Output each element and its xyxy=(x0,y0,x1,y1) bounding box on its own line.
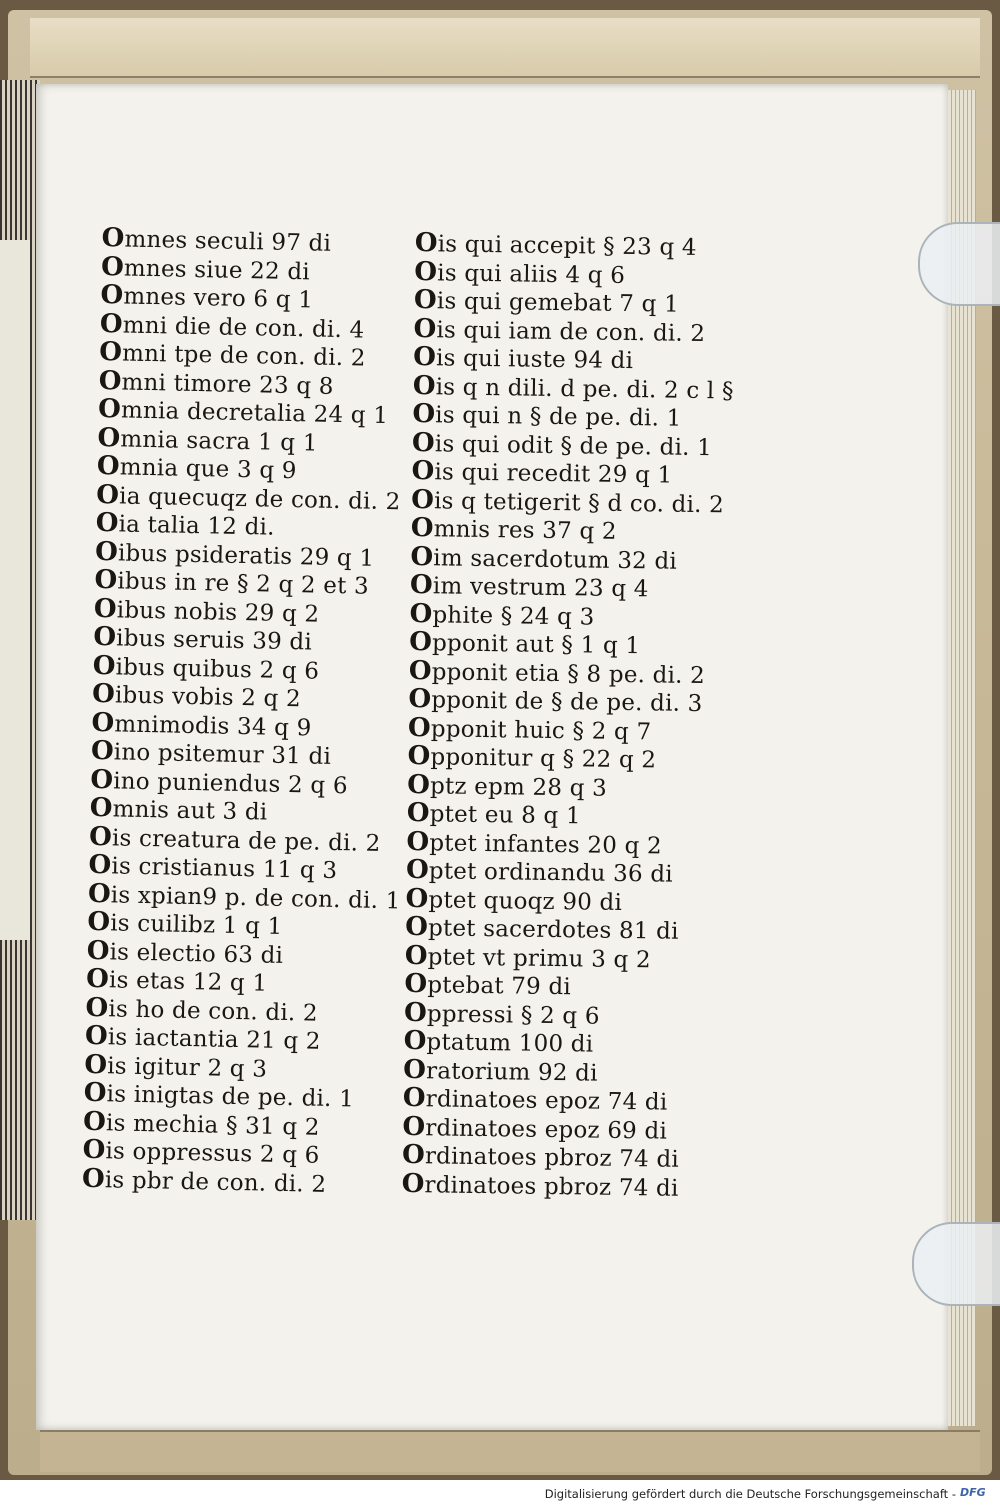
entry-text: is etas 12 q 1 xyxy=(108,967,268,997)
entry-initial: O xyxy=(411,455,435,487)
entry-initial: O xyxy=(403,1025,427,1057)
entry-text: mnis aut 3 di xyxy=(112,796,268,826)
entry-text: rdinatoes pbroz 74 di xyxy=(424,1171,679,1202)
entry-initial: O xyxy=(95,507,119,539)
entry-text: is xpian9 p. de con. di. 1 xyxy=(110,881,401,914)
binding-top-edge xyxy=(30,18,980,78)
entry-initial: O xyxy=(82,1134,106,1166)
index-entry xyxy=(405,911,720,947)
entry-text: ibus psideratis 29 q 1 xyxy=(117,539,375,572)
page-clip-top xyxy=(918,222,1000,306)
entry-initial: O xyxy=(405,911,429,943)
entry-initial: O xyxy=(407,712,432,743)
entry-text: mnia decretalia 24 q 1 xyxy=(120,397,389,430)
entry-text: is ho de con. di. 2 xyxy=(108,995,319,1027)
entry-text: ia talia 12 di. xyxy=(118,511,275,541)
index-entry xyxy=(412,398,727,434)
entry-initial: O xyxy=(99,308,124,339)
entry-text: is qui iam de con. di. 2 xyxy=(436,316,706,347)
entry-initial: O xyxy=(88,821,113,852)
entry-text: mnes siue 22 di xyxy=(123,254,311,285)
entry-text: is cuilibz 1 q 1 xyxy=(109,910,283,940)
entry-text: ptatum 100 di xyxy=(426,1029,594,1058)
index-entry xyxy=(407,740,722,776)
entry-initial: O xyxy=(409,569,434,601)
entry-initial: O xyxy=(410,512,434,544)
entry-initial: O xyxy=(101,223,125,254)
entry-text: mnis res 37 q 2 xyxy=(433,516,617,545)
entry-text: mnia que 3 q 9 xyxy=(119,454,297,485)
entry-initial: O xyxy=(97,422,121,453)
index-entry xyxy=(411,486,726,519)
entry-text: ia quecuqz de con. di. 2 xyxy=(118,482,401,515)
index-entry xyxy=(409,569,725,605)
entry-text: ino puniendus 2 q 6 xyxy=(112,767,348,799)
entry-initial: O xyxy=(84,1049,108,1080)
index-entry xyxy=(409,626,724,662)
entry-text: is qui gemebat 7 q 1 xyxy=(436,288,680,318)
entry-text: ibus seruis 39 di xyxy=(115,625,313,656)
entry-initial: O xyxy=(401,1168,425,1199)
entry-initial: O xyxy=(94,536,119,567)
index-entry xyxy=(409,657,724,690)
entry-initial: O xyxy=(414,228,438,259)
entry-initial: O xyxy=(83,1077,107,1109)
entry-text: mnimodis 34 q 9 xyxy=(114,710,312,741)
entry-initial: O xyxy=(84,1020,109,1052)
entry-initial: O xyxy=(99,336,123,368)
entry-initial: O xyxy=(96,479,120,510)
entry-initial: O xyxy=(411,427,436,458)
entry-initial: O xyxy=(401,1139,426,1171)
entry-initial: O xyxy=(408,683,432,715)
index-column-right xyxy=(401,228,734,1203)
entry-initial: O xyxy=(87,878,112,909)
entry-text: pponit aut § 1 q 1 xyxy=(431,630,641,660)
index-entry xyxy=(412,429,727,462)
entry-initial: O xyxy=(93,593,118,624)
index-entry xyxy=(405,854,721,890)
index-entry xyxy=(405,885,720,918)
entry-initial: O xyxy=(98,365,122,396)
entry-text: ppressi § 2 q 6 xyxy=(426,1000,600,1030)
entry-text: rdinatoes pbroz 74 di xyxy=(424,1143,680,1173)
entry-initial: O xyxy=(413,313,437,344)
index-entry xyxy=(410,543,725,576)
entry-text: pponitur q § 22 q 2 xyxy=(430,744,657,774)
entry-text: is cristianus 11 q 3 xyxy=(111,853,338,885)
index-entry xyxy=(409,600,724,633)
index-entry xyxy=(413,315,728,348)
entry-initial: O xyxy=(410,541,434,572)
entry-initial: O xyxy=(405,854,430,886)
index-entry xyxy=(404,968,719,1004)
index-entry xyxy=(410,512,726,548)
entry-initial: O xyxy=(413,284,438,316)
entry-text: is qui accepit § 23 q 4 xyxy=(437,231,697,261)
entry-text: ptz epm 28 q 3 xyxy=(429,772,608,802)
entry-text: mnes seculi 97 di xyxy=(124,226,332,257)
entry-text: im vestrum 23 q 4 xyxy=(432,573,649,603)
entry-initial: O xyxy=(411,484,435,515)
entry-initial: O xyxy=(85,963,110,995)
entry-initial: O xyxy=(100,279,124,311)
index-entry xyxy=(402,1082,718,1118)
entry-initial: O xyxy=(406,797,430,829)
entry-initial: O xyxy=(100,251,125,282)
index-entry xyxy=(401,1139,717,1175)
entry-text: is qui aliis 4 q 6 xyxy=(437,259,626,289)
index-entry xyxy=(404,999,719,1032)
entry-text: is igitur 2 q 3 xyxy=(106,1052,268,1083)
entry-text: ptet ordinandu 36 di xyxy=(428,858,673,888)
entry-initial: O xyxy=(402,1082,426,1114)
entry-initial: O xyxy=(91,678,116,710)
entry-text: ibus in re § 2 q 2 et 3 xyxy=(117,568,370,600)
entry-text: mni die de con. di. 4 xyxy=(122,311,365,344)
entry-initial: O xyxy=(407,740,431,772)
entry-text: phite § 24 q 3 xyxy=(432,601,595,631)
entry-text: ratorium 92 di xyxy=(425,1057,598,1087)
index-entry xyxy=(406,828,721,861)
entry-initial: O xyxy=(96,450,121,482)
index-entry xyxy=(401,1170,716,1203)
funding-credit: Digitalisierung gefördert durch die Deutsche Forschungsgemeinschaft - xyxy=(544,1487,956,1501)
index-entry xyxy=(415,230,730,263)
entry-text: is pbr de con. di. 2 xyxy=(104,1166,327,1198)
entry-text: mnia sacra 1 q 1 xyxy=(120,425,318,457)
index-entry xyxy=(406,797,722,833)
index-column-left xyxy=(82,225,407,1200)
index-entry xyxy=(413,284,729,320)
entry-text: ibus vobis 2 q 2 xyxy=(114,682,302,713)
index-entry xyxy=(402,1113,717,1146)
entry-text: is oppressus 2 q 6 xyxy=(105,1138,320,1169)
entry-initial: O xyxy=(89,792,113,824)
index-entry xyxy=(413,341,728,377)
index-entry xyxy=(414,258,729,291)
entry-text: rdinatoes epoz 69 di xyxy=(425,1114,668,1145)
entry-text: is creatura de pe. di. 2 xyxy=(111,824,381,857)
entry-text: ptet eu 8 q 1 xyxy=(429,801,581,830)
entry-initial: O xyxy=(414,256,438,287)
entry-initial: O xyxy=(405,883,429,914)
entry-text: ptet sacerdotes 81 di xyxy=(427,915,679,945)
entry-initial: O xyxy=(408,655,432,686)
index-entry xyxy=(408,714,723,747)
entry-text: ibus nobis 29 q 2 xyxy=(116,596,320,628)
entry-initial: O xyxy=(406,826,430,857)
entry-text: im sacerdotum 32 di xyxy=(433,544,678,575)
entry-text: ptet vt primu 3 q 2 xyxy=(427,943,651,973)
entry-initial: O xyxy=(403,997,428,1028)
entry-initial: O xyxy=(85,992,109,1023)
entry-text: is q n dili. d pe. di. 2 c l § xyxy=(435,373,734,404)
left-page-fragment xyxy=(0,240,30,940)
entry-text: is iactantia 21 q 2 xyxy=(107,1024,321,1055)
entry-initial: O xyxy=(82,1106,107,1137)
entry-initial: O xyxy=(91,707,115,738)
index-entry xyxy=(405,942,720,975)
index-entry xyxy=(403,1025,718,1061)
entry-text: ptet infantes 20 q 2 xyxy=(429,829,663,860)
entry-text: mni tpe de con. di. 2 xyxy=(121,340,366,372)
entry-text: ptebat 79 di xyxy=(427,972,572,1001)
entry-initial: O xyxy=(94,564,118,596)
entry-text: is qui iuste 94 di xyxy=(435,345,634,375)
entry-text: ibus quibus 2 q 6 xyxy=(115,653,320,685)
entry-initial: O xyxy=(90,764,114,795)
entry-initial: O xyxy=(403,1054,427,1085)
entry-text: pponit huic § 2 q 7 xyxy=(430,715,652,745)
entry-initial: O xyxy=(409,626,433,658)
entry-initial: O xyxy=(87,906,111,938)
entry-initial: O xyxy=(81,1163,106,1194)
binding-bottom-edge xyxy=(40,1430,980,1472)
page-clip-bottom xyxy=(912,1222,1000,1306)
index-entry xyxy=(412,370,734,405)
entry-text: mni timore 23 q 8 xyxy=(121,368,334,400)
entry-initial: O xyxy=(404,940,428,971)
entry-initial: O xyxy=(413,341,437,373)
entry-text: rdinatoes epoz 74 di xyxy=(425,1086,668,1116)
entry-initial: O xyxy=(412,398,436,430)
entry-text: is qui recedit 29 q 1 xyxy=(434,459,673,489)
entry-text: is q tetigerit § d co. di. 2 xyxy=(433,487,725,518)
entry-text: pponit de § de pe. di. 3 xyxy=(431,687,703,718)
entry-text: ptet quoqz 90 di xyxy=(428,886,623,916)
entry-initial: O xyxy=(90,735,115,767)
entry-text: pponit etia § 8 pe. di. 2 xyxy=(431,658,706,689)
index-entry xyxy=(403,1056,718,1089)
entry-initial: O xyxy=(404,968,428,1000)
entry-initial: O xyxy=(88,849,112,881)
entry-text: is electio 63 di xyxy=(109,938,284,969)
entry-text: ino psitemur 31 di xyxy=(113,739,332,770)
entry-initial: O xyxy=(402,1111,426,1142)
index-entry xyxy=(408,683,723,719)
entry-initial: O xyxy=(92,650,116,681)
index-entry xyxy=(411,455,726,491)
entry-initial: O xyxy=(412,370,436,401)
entry-text: mnes vero 6 q 1 xyxy=(123,283,314,314)
entry-initial: O xyxy=(93,621,117,653)
entry-initial: O xyxy=(86,935,110,966)
entry-text: is qui odit § de pe. di. 1 xyxy=(434,430,713,461)
entry-initial: O xyxy=(409,598,433,629)
entry-text: is inigtas de pe. di. 1 xyxy=(106,1081,355,1113)
entry-initial: O xyxy=(407,769,431,800)
entry-initial: O xyxy=(97,393,122,425)
entry-text: is qui n § de pe. di. 1 xyxy=(435,402,682,432)
entry-text: is mechia § 31 q 2 xyxy=(105,1109,320,1141)
footer-bar xyxy=(0,1484,1000,1507)
index-entry xyxy=(407,771,722,804)
dfg-logo: DFG xyxy=(960,1486,986,1499)
